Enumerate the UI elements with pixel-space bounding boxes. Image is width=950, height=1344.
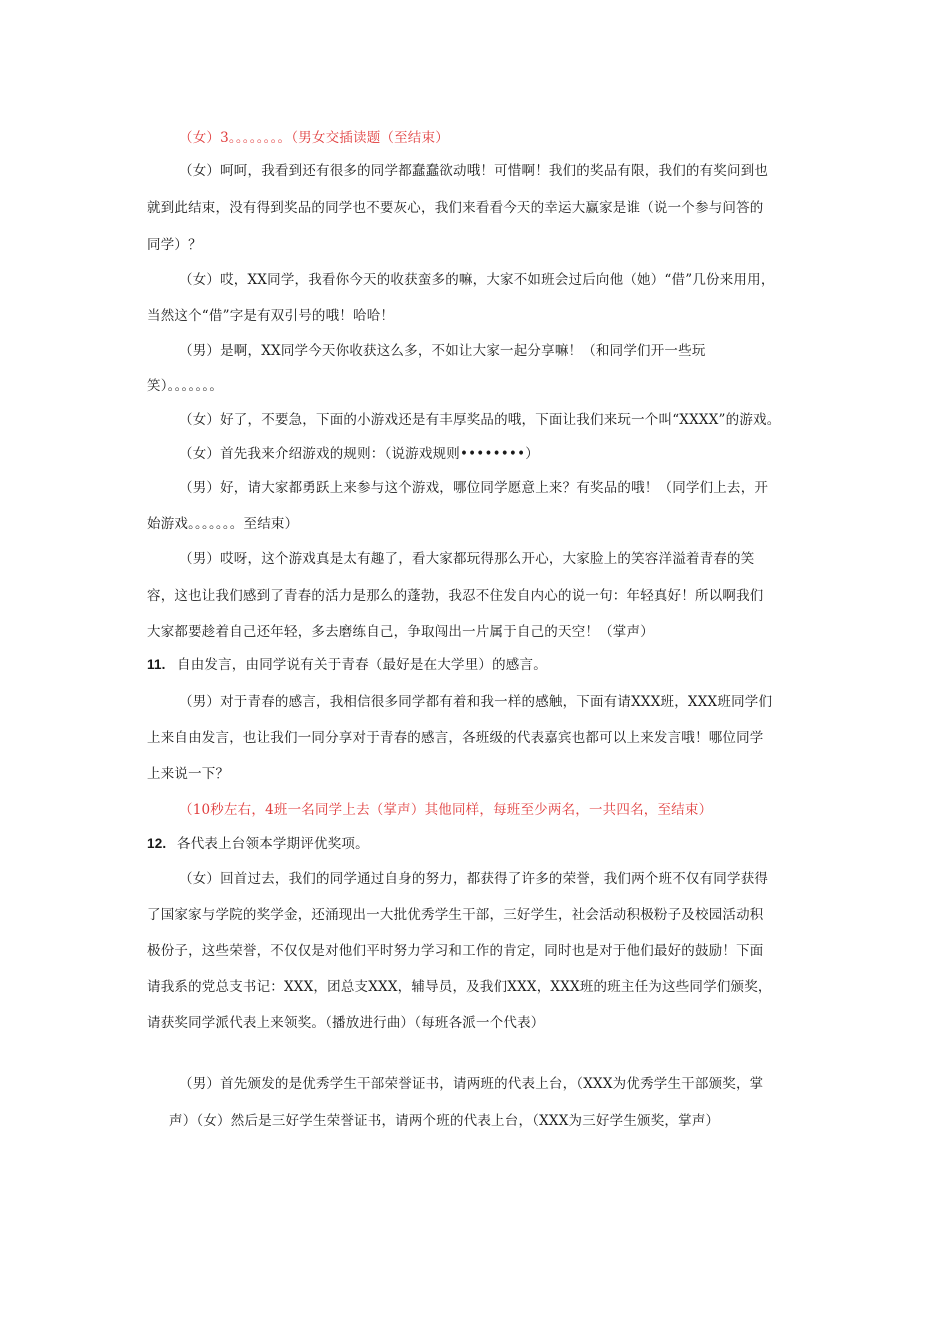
script-line: （女）回首过去，我们的同学通过自身的努力，都获得了许多的荣誉，我们两个班不仅有同学获得 [179,871,769,887]
script-line: （男）哎呀，这个游戏真是太有趣了，看大家都玩得那么开心，大家脸上的笑容洋溢着青春的笑 [179,551,755,567]
script-line: 请获奖同学派代表上来领奖。（播放进行曲）（每班各派一个代表） [147,1015,545,1031]
script-line: 声）（女）然后是三好学生荣誉证书，请两个班的代表上台，（XXX为三好学生颁奖，掌声） [169,1113,720,1129]
script-line: 上来说一下？ [147,766,230,782]
script-line: （女）好了，不要急，下面的小游戏还是有丰厚奖品的哦，下面让我们来玩一个叫“XXXX”的游戏。 [179,412,781,428]
section-number: 11. [147,657,166,672]
script-line: 当然这个“借”字是有双引号的哦！哈哈！ [147,308,395,324]
script-line: 了国家家与学院的奖学金，还涌现出一大批优秀学生干部，三好学生，社会活动积极粉子及校园活动积 [147,907,764,923]
script-line: 同学）？ [147,237,202,253]
script-line: （女）呵呵，我看到还有很多的同学都蠢蠢欲动哦！可惜啊！我们的奖品有限，我们的有奖问到也 [179,163,769,179]
section-heading: 各代表上台领本学期评优奖项。 [177,836,369,852]
script-line: （女）首先我来介绍游戏的规则：（说游戏规则••••••••） [179,446,539,462]
section-heading: 自由发言，由同学说有关于青春（最好是在大学里）的感言。 [177,657,547,673]
script-line-female-3: （女）3。。。。。。。。（男女交插读题（至结束） [179,130,449,146]
script-line: （男）好，请大家都勇跃上来参与这个游戏，哪位同学愿意上来？有奖品的哦！（同学们上去，开 [179,480,769,496]
script-line: （男）是啊，XX同学今天你收获这么多，不如让大家一起分享嘛！（和同学们开一些玩 [179,343,706,359]
script-line: 极份子，这些荣誉，不仅仅是对他们平时努力学习和工作的肯定，同时也是对于他们最好的鼓励！下面 [147,943,764,959]
script-line: 上来自由发言，也让我们一同分享对于青春的感言，各班级的代表嘉宾也都可以上来发言哦！哪位同学 [147,730,764,746]
section-number: 12. [147,836,167,851]
script-line: （男）对于青春的感言，我相信很多同学都有着和我一样的感触，下面有请XXX班，XXX班同学们 [179,694,773,710]
script-line: 笑）。。。。。。。 [147,378,224,394]
script-line: 请我系的党总支书记：XXX，团总支XXX，辅导员，及我们XXX，XXX班的班主任为这些同学们颁奖， [147,979,772,995]
script-line: （女）哎，XX同学，我看你今天的收获蛮多的嘛，大家不如班会过后向他（她）“借”几份来用用， [179,272,775,288]
script-line: 就到此结束，没有得到奖品的同学也不要灰心，我们来看看今天的幸运大赢家是谁（说一个参与问答的 [147,200,764,216]
stage-direction: （10秒左右，4班一名同学上去（掌声）其他同样，每班至少两名，一共四名，至结束） [179,802,713,818]
script-line: 容，这也让我们感到了青春的活力是那么的蓬勃，我忍不住发自内心的说一句：年轻真好！所以啊我们 [147,588,764,604]
script-line: （男）首先颁发的是优秀学生干部荣誉证书，请两班的代表上台，（XXX为优秀学生干部颁奖，掌 [179,1076,764,1092]
script-line: 始游戏。。。。。。。至结束） [147,516,299,532]
script-line: 大家都要趁着自己还年轻，多去磨练自己，争取闯出一片属于自己的天空！（掌声） [147,624,654,640]
